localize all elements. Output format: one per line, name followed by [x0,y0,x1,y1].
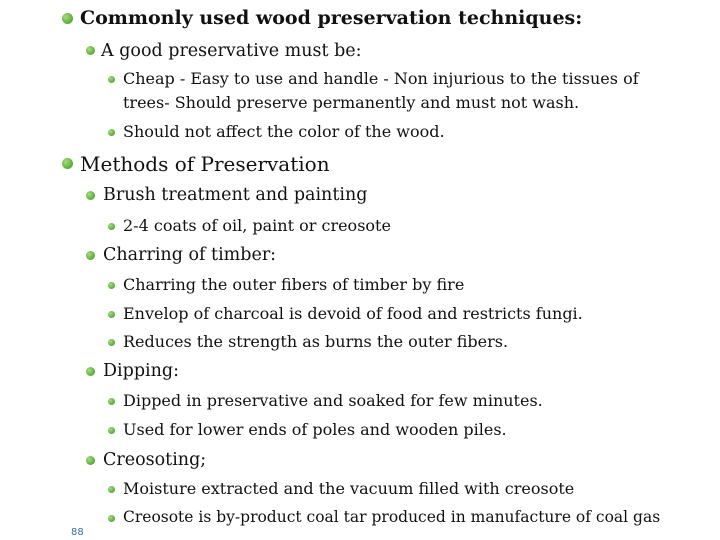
bullet-icon [108,486,115,493]
bullet-icon [86,367,95,376]
bullet-icon [86,191,95,200]
creosoting-title: Creosoting; [103,450,207,470]
bullet-icon [108,398,115,405]
bullet-icon [108,129,115,136]
bullet-icon [108,311,115,318]
bullet-icon [62,13,73,24]
preservative-point-continued: trees- Should preserve permanently and must not wash. [123,93,580,112]
dipping-title: Dipping: [103,361,179,381]
creosoting-point: Creosote is by-product coal tar produced in manufacture of coal gas [123,508,661,526]
methods-title: Methods of Preservation [80,152,330,176]
preservative-title: A good preservative must be: [101,41,362,61]
bullet-icon [108,427,115,434]
page-number: 88 [71,527,84,538]
dipping-point: Dipped in preservative and soaked for few minutes. [123,391,543,410]
dipping-point: Used for lower ends of poles and wooden piles. [123,420,507,439]
bullet-icon [108,223,115,230]
charring-point: Envelop of charcoal is devoid of food and restricts fungi. [123,304,583,323]
charring-point: Reduces the strength as burns the outer fibers. [123,332,509,351]
bullet-icon [86,251,95,260]
bullet-icon [108,76,115,83]
bullet-icon [62,158,73,169]
bullet-icon [86,46,95,55]
brush-point: 2-4 coats of oil, paint or creosote [123,216,391,235]
bullet-icon [86,456,95,465]
slide-heading: Commonly used wood preservation techniques: [80,7,583,29]
bullet-icon [108,282,115,289]
creosoting-point: Moisture extracted and the vacuum filled with creosote [123,479,575,498]
preservative-point: Cheap - Easy to use and handle - Non injurious to the tissues of [123,69,639,88]
preservative-point: Should not affect the color of the wood. [123,122,445,141]
bullet-icon [108,339,115,346]
charring-title: Charring of timber: [103,245,277,265]
brush-title: Brush treatment and painting [103,185,368,205]
charring-point: Charring the outer fibers of timber by fire [123,275,465,294]
bullet-icon [108,515,115,522]
